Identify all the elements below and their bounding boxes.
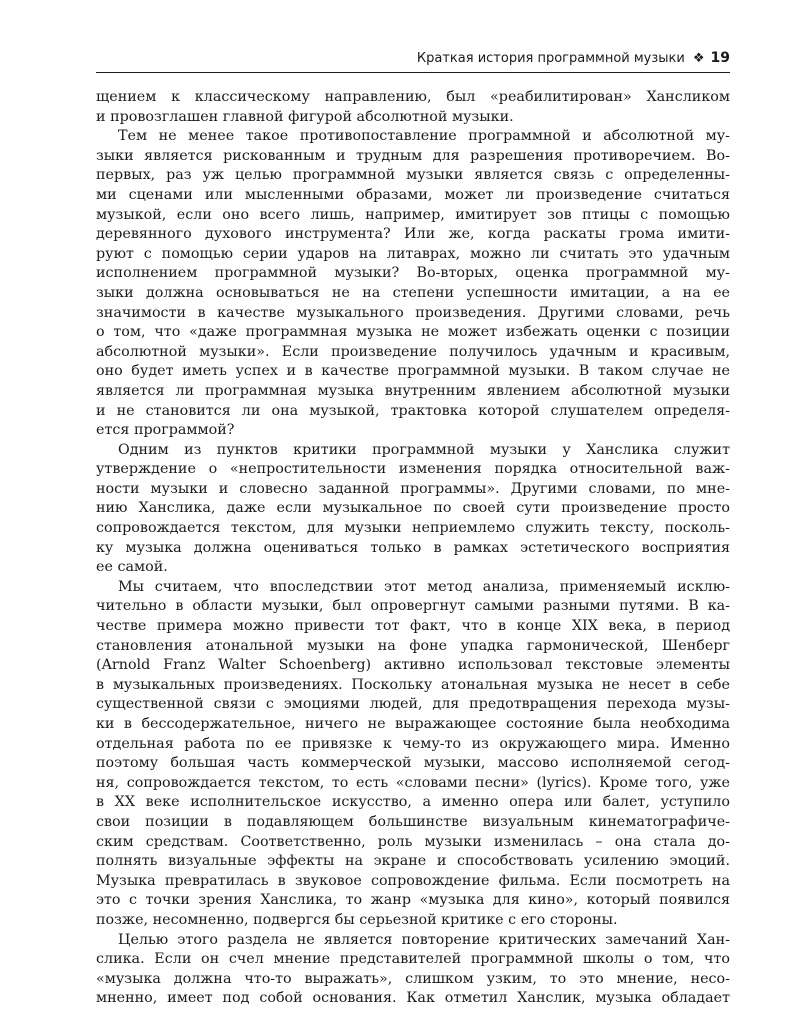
- text-line: Одним из пунктов критики программной музыки у Ханслика служит: [118, 441, 730, 458]
- ornament-icon: ❖: [692, 51, 705, 66]
- text-line: ности музыки и словесно заданной программы». Другими словами, по мне-: [96, 480, 730, 497]
- text-line: и провозглашен главной фигурой абсолютной музыки.: [96, 108, 514, 125]
- running-title: Краткая история программной музыки: [416, 51, 685, 66]
- text-line: о том, что «даже программная музыка не может избежать оценки с позиции: [96, 324, 730, 341]
- text-line: музыкой, если оно всего лишь, например, имитирует зов птицы с помощью: [96, 206, 730, 223]
- text-line: свои позиции в подавляющем большинстве визуальным кинематографиче-: [96, 813, 730, 830]
- text-line: честве примера можно привести тот факт, что в конце XIX века, в период: [96, 618, 730, 635]
- text-line: становления атональной музыки на фоне упадка гармонической, Шенберг: [96, 637, 730, 654]
- text-line: оно будет иметь успех и в качестве программной музыки. В таком случае не: [96, 363, 730, 380]
- text-line: руют с помощью серии ударов на литаврах, можно ли считать это удачным: [96, 245, 730, 262]
- text-line: нию Ханслика, даже если музыкальное по своей сути произведение просто: [96, 500, 730, 517]
- text-line: Мы считаем, что впоследствии этот метод анализа, применяемый исклю-: [118, 578, 730, 595]
- text-line: мненно, имеет под собой основания. Как отметил Ханслик, музыка обладает: [96, 990, 730, 1007]
- text-line: позже, несомненно, подвергся бы серьезной критике с его стороны.: [96, 911, 618, 928]
- text-line: ее самой.: [96, 559, 168, 576]
- header-rule: [96, 72, 730, 73]
- text-line: ки в бессодержательное, ничего не выражающее состояние была необходима: [96, 716, 730, 732]
- text-line: поэтому большая часть коммерческой музыки, массово исполняемой сегод-: [96, 755, 730, 772]
- text-line: существенной связи с эмоциями людей, для предотвращения перехода музы-: [96, 696, 730, 713]
- text-line: Тем не менее такое противопоставление программной и абсолютной му-: [118, 128, 730, 145]
- text-line: «музыка должна что-то выражать», слишком узким, то это мнение, несо-: [96, 970, 730, 987]
- text-line: слика. Если он счел мнение представителей программной школы о том, что: [96, 951, 730, 968]
- text-line: первых, раз уж целью программной музыки является связь с определенны-: [96, 167, 730, 184]
- text-line: сопровождается текстом, для музыки неприемлемо служить тексту, посколь-: [96, 520, 730, 537]
- text-line: является ли программная музыка внутренним явлением абсолютной музыки: [96, 382, 730, 399]
- text-line: деревянного духового инструмента? Или же, когда раскаты грома имити-: [96, 226, 730, 243]
- text-line: ется программой?: [96, 422, 235, 439]
- text-line: значимости в качестве музыкального произведения. Другими словами, речь: [96, 304, 730, 321]
- body-text: [96, 88, 730, 1009]
- text-line: ня, сопровождается текстом, то есть «словами песни» (lyrics). Кроме того, уже: [96, 774, 730, 791]
- text-line: зыки является рискованным и трудным для разрешения противоречием. Во-: [96, 147, 730, 164]
- text-line: и не становится ли она музыкой, трактовка которой слушателем определя-: [96, 402, 730, 419]
- text-line: ми сценами или мысленными образами, может ли произведение считаться: [96, 186, 730, 203]
- text-line: (Arnold Franz Walter Schoenberg) активно использовал текстовые элементы: [96, 657, 730, 674]
- text-line: щением к классическому направлению, был «реабилитирован» Хансликом: [96, 89, 730, 105]
- text-line: Музыка превратилась в звуковое сопровождение фильма. Если посмотреть на: [96, 872, 730, 889]
- text-line: это с точки зрения Ханслика, то жанр «музыка для кино», который появился: [96, 892, 730, 909]
- text-line: отдельная работа по ее привязке к чему-то из окружающего мира. Именно: [96, 735, 730, 752]
- page-number: 19: [710, 50, 730, 66]
- text-line: абсолютной музыки». Если произведение получилось удачным и красивым,: [96, 343, 730, 360]
- text-line: зыки должна основываться не на степени успешности имитации, а на ее: [96, 284, 730, 301]
- text-line: в XX веке исполнительское искусство, а именно опера или балет, уступило: [96, 794, 730, 811]
- text-line: в музыкальных произведениях. Поскольку атональная музыка не несет в себе: [96, 676, 730, 693]
- text-line: ку музыка должна оцениваться только в рамках эстетического восприятия: [96, 539, 730, 556]
- text-line: Целью этого раздела не является повторение критических замечаний Хан-: [118, 931, 730, 948]
- text-line: чительно в области музыки, был опровергнут самыми разными путями. В ка-: [96, 598, 730, 615]
- text-line: исполнением программной музыки? Во-вторых, оценка программной му-: [96, 265, 730, 282]
- text-line: утверждение о «непростительности изменения порядка относительной важ-: [96, 461, 730, 478]
- running-head: [96, 50, 730, 70]
- text-line: ским средствам. Соответственно, роль музыки изменилась – она стала до-: [96, 833, 730, 850]
- text-line: полнять визуальные эффекты на экране и способствовать усилению эмоций.: [96, 853, 730, 870]
